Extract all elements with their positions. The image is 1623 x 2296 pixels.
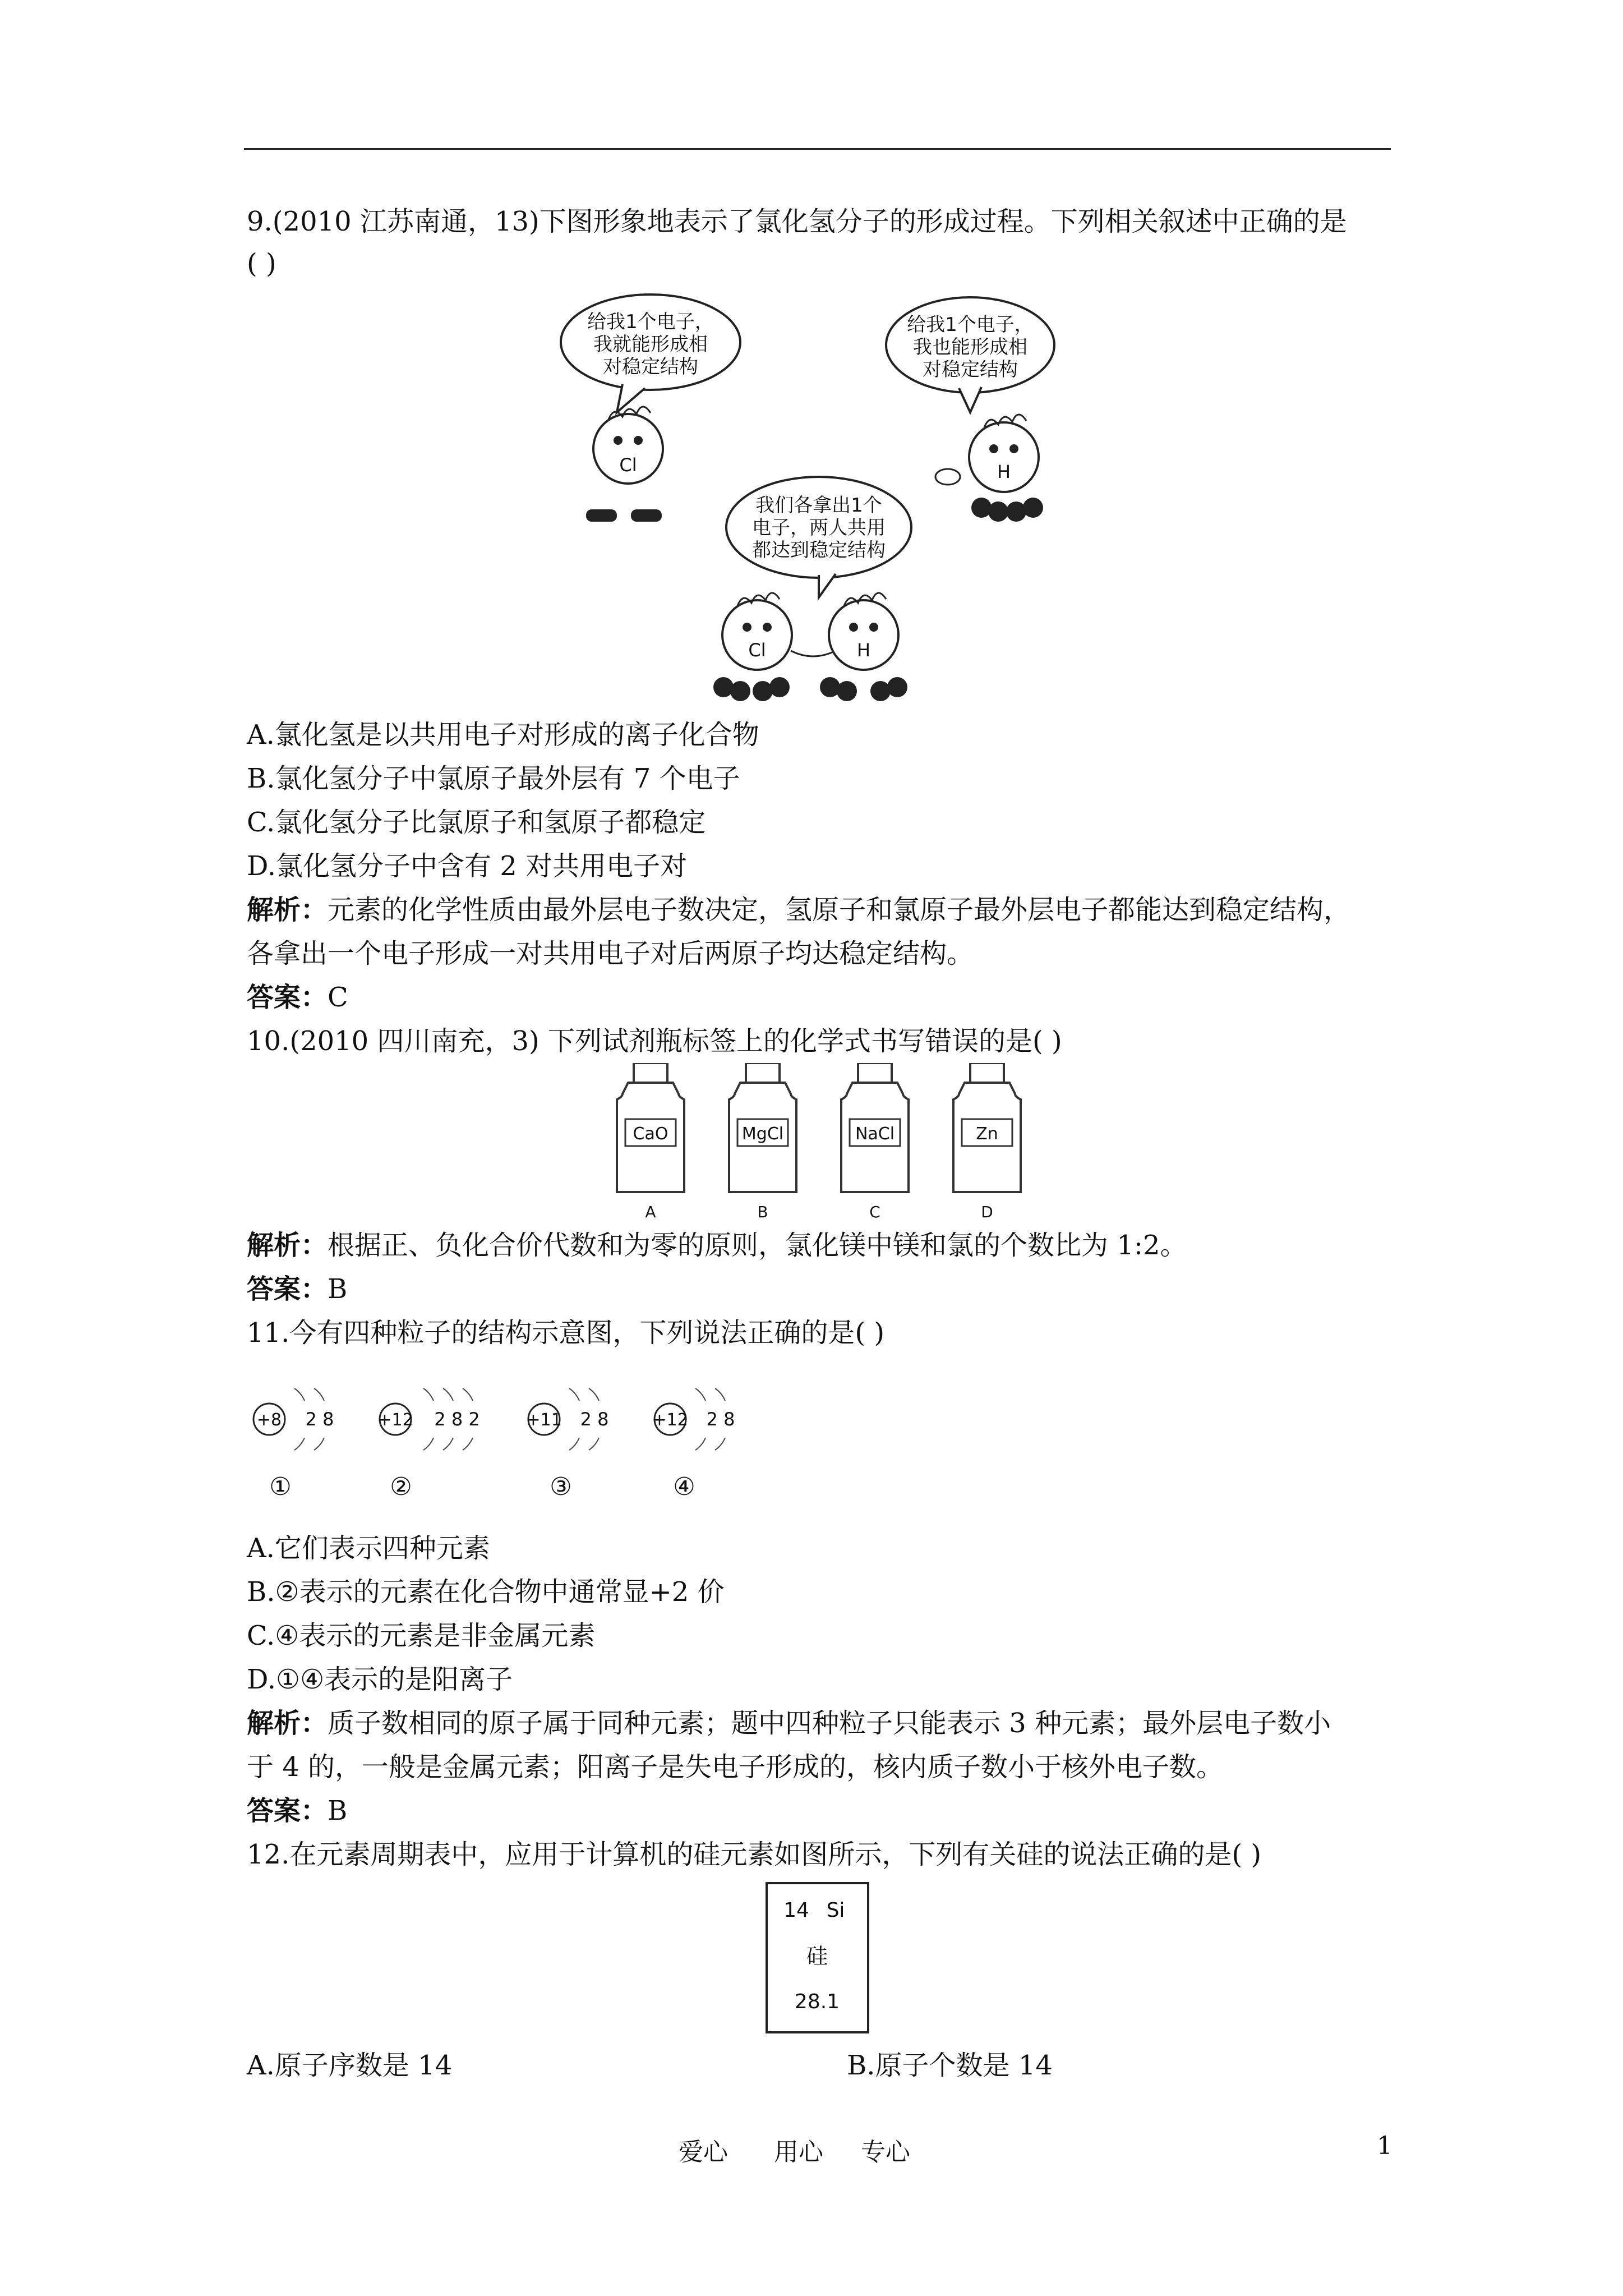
header-rule	[244, 148, 1391, 150]
bubble-h-line-1: 给我1个电子，	[907, 314, 1034, 336]
particle-1-shells: 2 8	[305, 1409, 334, 1430]
q9-stem: 9.(2010 江苏南通，13)下图形象地表示了氯化氢分子的形成过程。下列相关叙述中正确的是	[247, 206, 1347, 237]
h-label-bottom: H	[856, 639, 871, 661]
bottle-d-formula: Zn	[976, 1124, 998, 1144]
particle-3	[526, 1388, 608, 1501]
particle-4	[652, 1388, 735, 1501]
q11-option-c: C.④表示的元素是非金属元素	[247, 1620, 596, 1651]
particle-1-marker: ①	[269, 1473, 292, 1501]
particle-4-marker: ④	[673, 1473, 695, 1501]
q9-analysis-line-2: 各拿出一个电子形成一对共用电子对后两原子均达稳定结构。	[247, 938, 974, 969]
q9-option-b: B.氯化氢分子中氯原子最外层有 7 个电子	[247, 763, 740, 794]
particle-3-nucleus: +11	[526, 1410, 562, 1430]
q12-stem: 12.在元素周期表中，应用于计算机的硅元素如图所示，下列有关硅的说法正确的是( )	[247, 1839, 1262, 1870]
bottle-a-letter: A	[645, 1203, 656, 1221]
element-number: 14	[783, 1899, 809, 1922]
q9-answer	[247, 981, 348, 1014]
particle-2	[377, 1388, 479, 1501]
footer-motto-2: 用心	[774, 2138, 823, 2166]
bottle-b-formula: MgCl	[741, 1124, 784, 1144]
bottle-a	[617, 1063, 684, 1221]
analysis-label: 解析：	[247, 1708, 328, 1739]
bubble-both-line-1: 我们各拿出1个	[755, 494, 882, 517]
q11-option-b: B.②表示的元素在化合物中通常显+2 价	[247, 1576, 725, 1608]
particle-2-shells: 2 8 2	[434, 1409, 480, 1430]
q12-option-a: A.原子序数是 14	[247, 2050, 453, 2081]
q9-option-a: A.氯化氢是以共用电子对形成的离子化合物	[247, 719, 759, 751]
q9-hcl-cartoon	[555, 292, 1071, 707]
cl-character-top	[586, 407, 663, 522]
h-character-bottom	[820, 593, 907, 701]
q10-answer	[247, 1272, 347, 1306]
bubble-cl-line-1: 给我1个电子，	[587, 311, 714, 333]
q10-analysis	[247, 1228, 1187, 1262]
footer-motto-3: 专心	[861, 2138, 910, 2166]
q9-analysis-line-1	[247, 893, 1350, 927]
q9-option-d: D.氯化氢分子中含有 2 对共用电子对	[247, 850, 688, 882]
analysis-text: 元素的化学性质由最外层电子数决定，氢原子和氯原子最外层电子都能达到稳定结构，	[328, 894, 1351, 926]
cl-character-bottom	[713, 593, 792, 701]
q9-paren: ( )	[247, 248, 276, 279]
bottle-b-letter: B	[757, 1203, 768, 1221]
element-mass: 28.1	[794, 1990, 840, 2013]
page-number: 1	[1377, 2132, 1393, 2160]
answer-label: 答案：	[247, 1273, 328, 1305]
bubble-cl-line-3: 对稳定结构	[603, 356, 698, 378]
q10-bottles-figure	[606, 1063, 1077, 1226]
answer-label: 答案：	[247, 982, 328, 1013]
q11-option-a: A.它们表示四种元素	[247, 1533, 490, 1564]
particle-3-marker: ③	[550, 1473, 572, 1501]
analysis-label: 解析：	[247, 1230, 328, 1261]
answer-value: C	[328, 982, 348, 1013]
q11-analysis-line-1	[247, 1706, 1331, 1740]
bottle-a-formula: CaO	[633, 1124, 668, 1144]
bubble-both-line-2: 电子，两人共用	[752, 517, 886, 539]
bottle-b	[729, 1063, 796, 1221]
element-name: 硅	[806, 1944, 828, 1968]
bottle-d	[953, 1063, 1021, 1221]
bubble-h-line-3: 对稳定结构	[923, 358, 1018, 381]
h-label-top: H	[997, 461, 1011, 482]
answer-value: B	[328, 1273, 348, 1305]
q11-particle-diagrams	[247, 1369, 751, 1509]
cl-label-top: Cl	[619, 454, 637, 476]
element-symbol: Si	[826, 1899, 845, 1922]
q11-answer	[247, 1794, 347, 1828]
q9-option-c: C.氯化氢分子比氯原子和氢原子都稳定	[247, 807, 706, 838]
cl-label-bottom: Cl	[748, 639, 766, 661]
analysis-text: 根据正、负化合价代数和为零的原则，氯化镁中镁和氯的个数比为 1:2。	[328, 1230, 1187, 1261]
bottle-c-formula: NaCl	[855, 1124, 895, 1144]
particle-3-shells: 2 8	[580, 1409, 609, 1430]
particle-1	[253, 1388, 334, 1501]
bubble-h-line-2: 我也能形成相	[913, 336, 1027, 358]
q12-element-cell	[766, 1882, 869, 2033]
particle-4-nucleus: +12	[652, 1410, 688, 1430]
bubble-both-line-3: 都达到稳定结构	[752, 539, 886, 562]
bottle-c	[841, 1063, 909, 1221]
answer-label: 答案：	[247, 1795, 328, 1826]
particle-4-shells: 2 8	[706, 1409, 735, 1430]
bottle-d-letter: D	[981, 1203, 993, 1221]
q12-option-b: B.原子个数是 14	[847, 2050, 1053, 2081]
q10-stem: 10.(2010 四川南充，3) 下列试剂瓶标签上的化学式书写错误的是( )	[247, 1025, 1062, 1057]
particle-1-nucleus: +8	[256, 1410, 282, 1430]
q11-option-d: D.①④表示的是阳离子	[247, 1664, 513, 1695]
particle-2-marker: ②	[390, 1473, 412, 1501]
footer-motto-1: 爱心	[679, 2138, 728, 2166]
bubble-cl-line-2: 我就能形成相	[593, 333, 708, 356]
particle-2-nucleus: +12	[377, 1410, 413, 1430]
bottle-c-letter: C	[869, 1203, 880, 1221]
q11-stem: 11.今有四种粒子的结构示意图，下列说法正确的是( )	[247, 1317, 885, 1349]
analysis-text: 质子数相同的原子属于同种元素；题中四种粒子只能表示 3 种元素；最外层电子数小	[328, 1708, 1331, 1739]
answer-value: B	[328, 1795, 348, 1826]
q11-analysis-line-2: 于 4 的，一般是金属元素；阳离子是失电子形成的，核内质子数小于核外电子数。	[247, 1751, 1224, 1783]
h-character-top	[935, 415, 1043, 522]
analysis-label: 解析：	[247, 894, 328, 926]
